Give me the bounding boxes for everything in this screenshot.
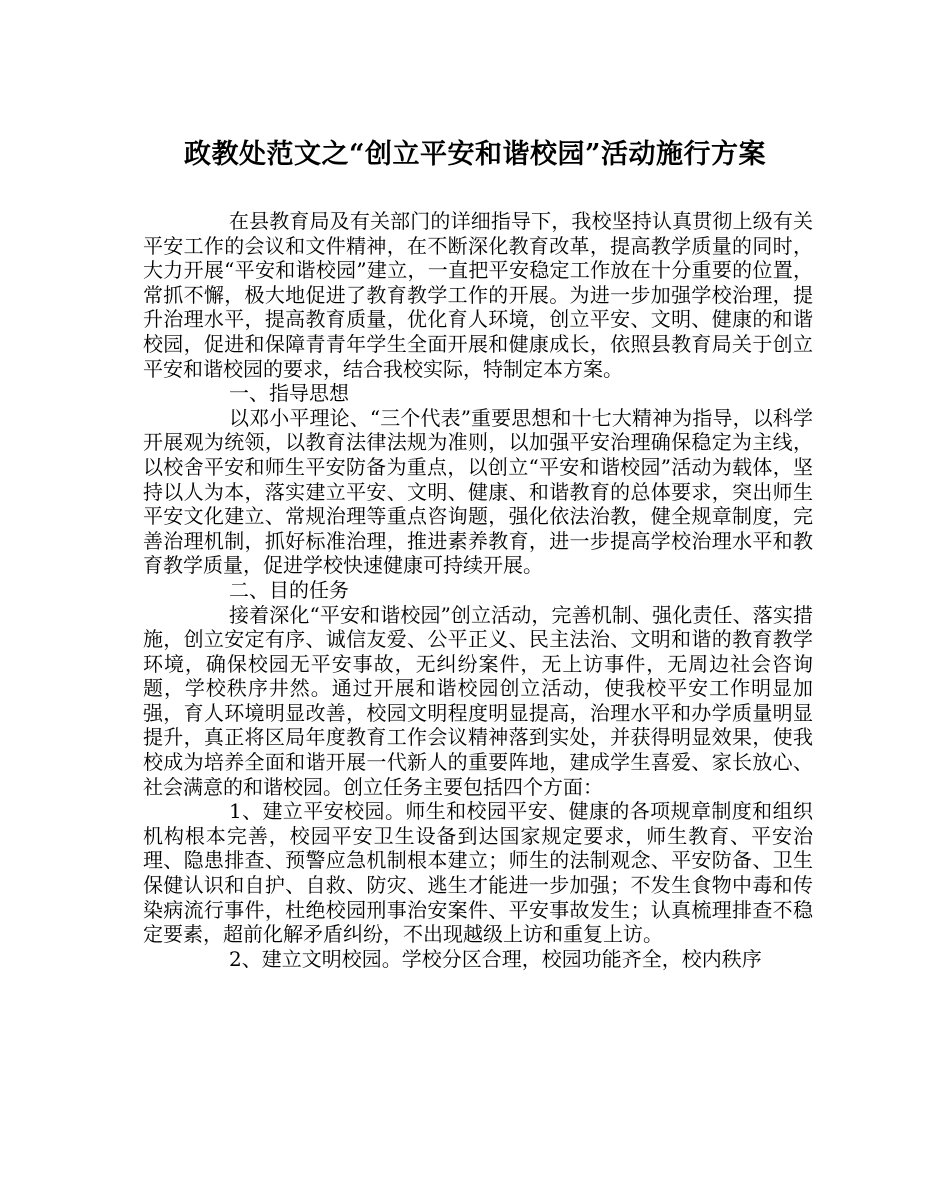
paragraph-guiding-ideology: 以邓小平理论、“三个代表”重要思想和十七大精神为指导，以科学开展观为统领，以教育法律法规为准则，以加强平安治理确保稳定为主线，以校舍平安和师生平安防备为重点，以创立“平安和谐校园”活动为载体，坚持以人为本，落实建立平安、文明、健康、和谐教育的总体要求，突出师生平安文化建立、常规治理等重点咨询题，强化依法治教，健全规章制度，完善治理机制，抓好标准治理，推进素养教育，进一步提高学校治理水平和教育教学质量，促进学校快速健康可持续开展。 xyxy=(143,405,813,578)
paragraph-civilized-campus: 2、建立文明校园。学校分区合理，校园功能齐全，校内秩序 xyxy=(229,946,762,971)
paragraph-intro: 在县教育局及有关部门的详细指导下，我校坚持认真贯彻上级有关平安工作的会议和文件精神，在不断深化教育改革，提高教学质量的同时，大力开展“平安和谐校园”建立，一直把平安稳定工作放在十分重要的位置，常抓不懈，极大地促进了教育教学工作的开展。为进一步加强学校治理，提升治理水平，提高教育质量，优化育人环境，创立平安、文明、健康的和谐校园，促进和保障青青年学生全面开展和健康成长，依照县教育局关于创立平安和谐校园的要求，结合我校实际，特制定本方案。 xyxy=(143,209,813,381)
document-title: 政教处范文之“创立平安和谐校园”活动施行方案 xyxy=(183,139,767,170)
document-body xyxy=(143,209,813,971)
paragraph-safe-campus: 1、建立平安校园。师生和校园平安、健康的各项规章制度和组织机构根本完善，校园平安卫生设备到达国家规定要求，师生教育、平安治理、隐患排查、预警应急机制根本建立；师生的法制观念、平安防备、卫生保健认识和自护、自救、防灾、逃生才能进一步加强；不发生食物中毒和传染病流行事件，杜绝校园刑事治安案件、平安事故发生；认真梳理排查不稳定要素，超前化解矛盾纠纷，不出现越级上访和重复上访。 xyxy=(143,799,813,947)
section-heading-guiding-ideology: 一、指导思想 xyxy=(229,381,349,406)
paragraph-objectives: 接着深化“平安和谐校园”创立活动，完善机制、强化责任、落实措施，创立安定有序、诚信友爱、公平正义、民主法治、文明和谐的教育教学环境，确保校园无平安事故，无纠纷案件，无上访事件，无周边社会咨询题，学校秩序井然。通过开展和谐校园创立活动，使我校平安工作明显加强，育人环境明显改善，校园文明程度明显提高，治理水平和办学质量明显提升，真正将区局年度教育工作会议精神落到实处，并获得明显效果，使我校成为培养全面和谐开展一代新人的重要阵地，建成学生喜爱、家长放心、社会满意的和谐校园。创立任务主要包括四个方面： xyxy=(143,602,813,799)
section-heading-objectives: 二、目的任务 xyxy=(229,577,349,602)
